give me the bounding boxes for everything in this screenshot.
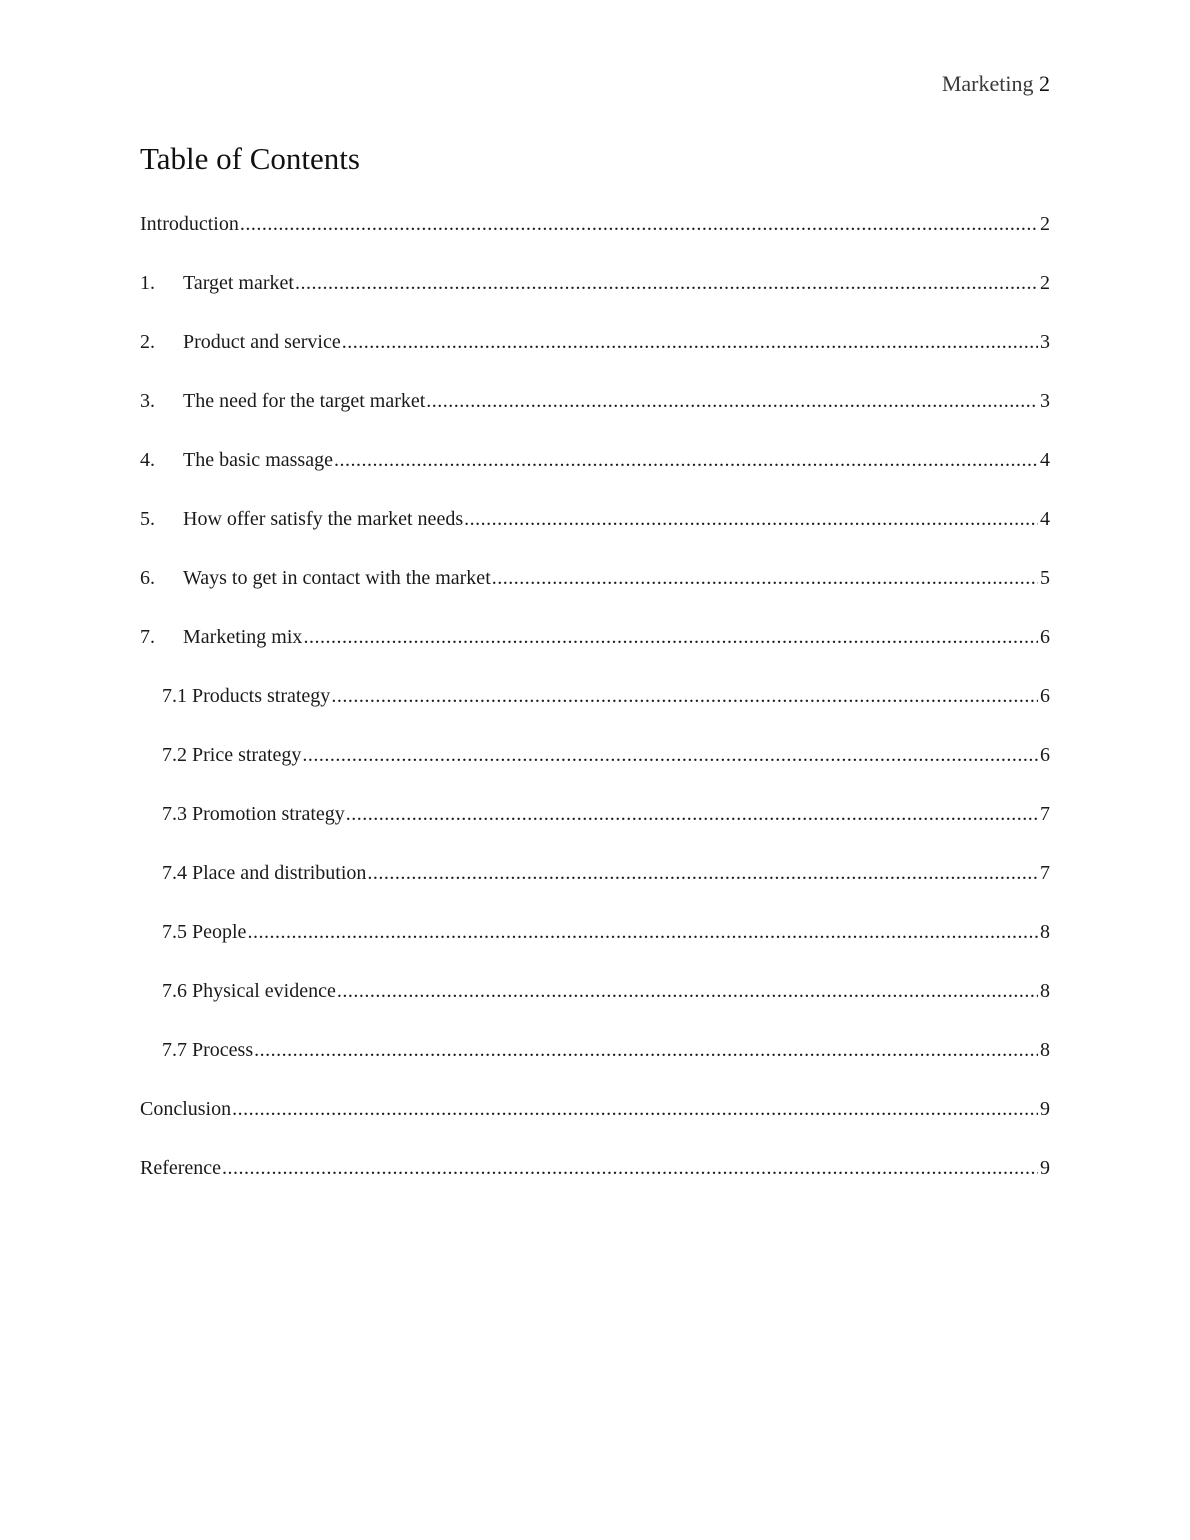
toc-entry	[140, 624, 1050, 683]
toc-link-products-strategy[interactable]	[140, 683, 1050, 709]
toc-link-offer-satisfy-needs[interactable]	[140, 506, 1050, 532]
toc-dot-leader	[346, 801, 1038, 827]
toc-link-conclusion[interactable]	[140, 1096, 1050, 1122]
toc-dot-leader	[331, 683, 1038, 709]
toc-entry-page: 4	[1040, 449, 1050, 471]
toc-entry-number: 6.	[140, 567, 155, 589]
toc-entry-page: 8	[1040, 921, 1050, 943]
toc-entry-label: The need for the target market	[183, 390, 426, 412]
toc-entry-label: How offer satisfy the market needs	[183, 508, 464, 530]
toc-entry-page: 8	[1040, 1039, 1050, 1061]
toc-entry-label: 7.5 People	[162, 921, 247, 943]
toc-entry	[140, 978, 1050, 1037]
toc-link-physical-evidence[interactable]	[140, 978, 1050, 1004]
toc-entry-page: 9	[1040, 1157, 1050, 1179]
toc-dot-leader	[464, 506, 1038, 532]
toc-entry-page: 2	[1040, 272, 1050, 294]
toc-link-reference[interactable]	[140, 1155, 1050, 1181]
toc-entry	[140, 388, 1050, 447]
toc-entry-page: 5	[1040, 567, 1050, 589]
toc-entry-label: 7.7 Process	[162, 1039, 254, 1061]
toc-entry-page: 7	[1040, 862, 1050, 884]
toc-dot-leader	[222, 1155, 1038, 1181]
toc-entry-label: Product and service	[183, 331, 341, 353]
toc-entry	[140, 683, 1050, 742]
toc-link-place-and-distribution[interactable]	[140, 860, 1050, 886]
toc-link-price-strategy[interactable]	[140, 742, 1050, 768]
toc-entry-label: 7.3 Promotion strategy	[162, 803, 345, 825]
toc-dot-leader	[232, 1096, 1038, 1122]
toc-entry	[140, 1096, 1050, 1155]
toc-entry-label: Introduction	[140, 213, 239, 235]
toc-dot-leader	[254, 1037, 1038, 1063]
toc-entry-label: Marketing mix	[183, 626, 303, 648]
toc-link-target-market[interactable]	[140, 270, 1050, 296]
toc-dot-leader	[302, 742, 1038, 768]
toc-entry-page: 6	[1040, 685, 1050, 707]
toc-entry-page: 2	[1040, 213, 1050, 235]
toc-entry	[140, 270, 1050, 329]
toc-dot-leader	[337, 978, 1038, 1004]
toc-link-introduction[interactable]	[140, 211, 1050, 237]
toc-dot-leader	[334, 447, 1038, 473]
toc-entry-label: 7.6 Physical evidence	[162, 980, 336, 1002]
toc-entry-page: 4	[1040, 508, 1050, 530]
toc-entry	[140, 211, 1050, 270]
toc-entry	[140, 919, 1050, 978]
toc-entry	[140, 447, 1050, 506]
toc-entry-number: 5.	[140, 508, 155, 530]
toc-entry-page: 3	[1040, 390, 1050, 412]
toc-entry-number: 2.	[140, 331, 155, 353]
running-header	[942, 70, 1050, 98]
toc-entry	[140, 329, 1050, 388]
toc-link-contact-with-market[interactable]	[140, 565, 1050, 591]
toc-entry-label: Target market	[183, 272, 294, 294]
toc-entry-page: 7	[1040, 803, 1050, 825]
toc-link-people[interactable]	[140, 919, 1050, 945]
toc-dot-leader	[492, 565, 1038, 591]
toc-dot-leader	[426, 388, 1038, 414]
toc-entry-label: 7.1 Products strategy	[162, 685, 331, 707]
toc-entry-page: 6	[1040, 626, 1050, 648]
toc-entry-page: 6	[1040, 744, 1050, 766]
running-header-title: Marketing	[941, 71, 1034, 96]
toc-link-need-for-target-market[interactable]	[140, 388, 1050, 414]
toc-entry-number: 7.	[140, 626, 155, 648]
toc-entry-label: Ways to get in contact with the market	[183, 567, 491, 589]
toc-entry	[140, 742, 1050, 801]
toc-dot-leader	[295, 270, 1038, 296]
toc-entry	[140, 1037, 1050, 1096]
toc-link-process[interactable]	[140, 1037, 1050, 1063]
toc-entry	[140, 860, 1050, 919]
toc-link-basic-massage[interactable]	[140, 447, 1050, 473]
toc-link-promotion-strategy[interactable]	[140, 801, 1050, 827]
toc-entry-page: 3	[1040, 331, 1050, 353]
toc-entry-page: 8	[1040, 980, 1050, 1002]
toc-entry	[140, 565, 1050, 624]
toc-entry	[140, 801, 1050, 860]
toc-entry-number: 1.	[140, 272, 155, 294]
toc-dot-leader	[367, 860, 1038, 886]
toc-entry-label: 7.2 Price strategy	[162, 744, 302, 766]
toc-entry	[140, 1155, 1050, 1214]
header-page-number: 2	[1039, 71, 1050, 96]
toc-dot-leader	[303, 624, 1038, 650]
toc-entry-label: Conclusion	[140, 1098, 232, 1120]
toc-dot-leader	[240, 211, 1038, 237]
toc-link-marketing-mix[interactable]	[140, 624, 1050, 650]
toc-entry-label: Reference	[140, 1157, 222, 1179]
toc-link-product-and-service[interactable]	[140, 329, 1050, 355]
toc-entry	[140, 506, 1050, 565]
toc-entry-label: The basic massage	[183, 449, 333, 471]
toc-entry-number: 3.	[140, 390, 155, 412]
toc-dot-leader	[247, 919, 1038, 945]
toc-entry-label: 7.4 Place and distribution	[162, 862, 367, 884]
toc-entry-number: 4.	[140, 449, 155, 471]
toc-list	[140, 211, 1050, 1214]
toc-title: Table of Contents	[140, 141, 360, 176]
toc-dot-leader	[342, 329, 1038, 355]
toc-entry-page: 9	[1040, 1098, 1050, 1120]
